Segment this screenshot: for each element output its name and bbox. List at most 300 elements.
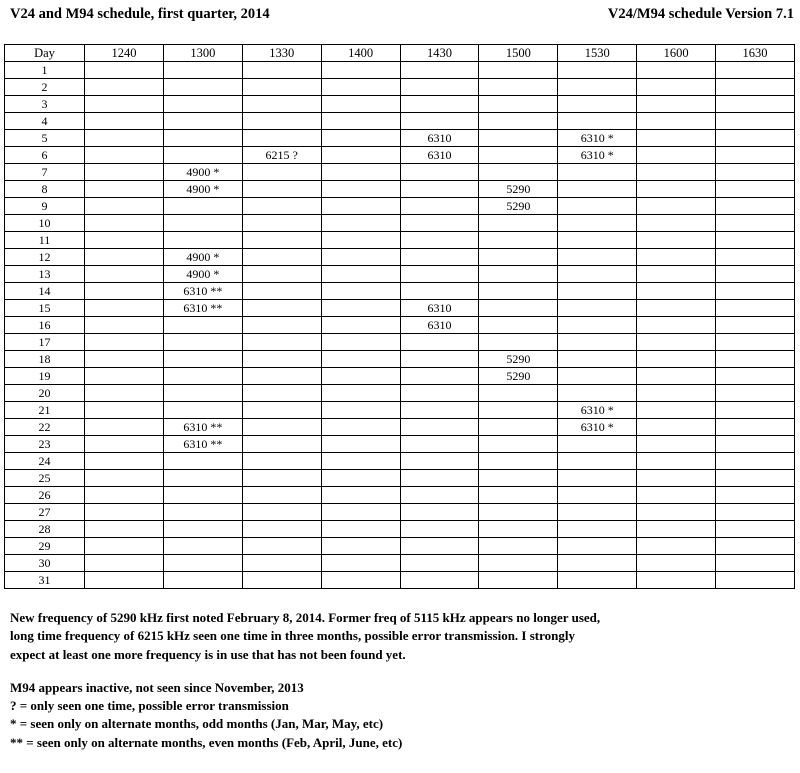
day-cell: 25 <box>5 470 85 487</box>
day-cell: 15 <box>5 300 85 317</box>
day-cell: 4 <box>5 113 85 130</box>
frequency-cell <box>637 317 716 334</box>
frequency-cell <box>85 504 164 521</box>
frequency-cell <box>242 470 321 487</box>
table-row <box>5 215 795 232</box>
frequency-cell <box>321 283 400 300</box>
frequency-cell: 5290 <box>479 181 558 198</box>
frequency-cell: 5290 <box>479 198 558 215</box>
frequency-cell <box>163 62 242 79</box>
frequency-cell <box>321 368 400 385</box>
table-row <box>5 181 795 198</box>
frequency-cell: 5290 <box>479 351 558 368</box>
frequency-cell <box>242 62 321 79</box>
frequency-cell <box>321 266 400 283</box>
frequency-cell <box>716 79 795 96</box>
document-header <box>10 6 794 28</box>
frequency-cell <box>163 572 242 589</box>
frequency-cell <box>400 572 479 589</box>
frequency-cell <box>400 266 479 283</box>
frequency-cell <box>163 453 242 470</box>
column-header-day: Day <box>5 45 85 62</box>
frequency-cell <box>85 300 164 317</box>
frequency-cell <box>558 300 637 317</box>
frequency-cell <box>85 266 164 283</box>
frequency-cell <box>716 487 795 504</box>
day-cell: 12 <box>5 249 85 266</box>
frequency-cell <box>242 232 321 249</box>
frequency-cell <box>479 436 558 453</box>
frequency-cell <box>242 385 321 402</box>
table-row <box>5 487 795 504</box>
frequency-cell <box>321 385 400 402</box>
day-cell: 24 <box>5 453 85 470</box>
frequency-cell <box>400 538 479 555</box>
frequency-cell <box>85 555 164 572</box>
frequency-cell <box>242 113 321 130</box>
frequency-cell <box>637 215 716 232</box>
document-title: V24 and M94 schedule, first quarter, 2014 <box>10 6 270 22</box>
frequency-cell <box>85 334 164 351</box>
frequency-cell <box>558 470 637 487</box>
day-cell: 30 <box>5 555 85 572</box>
table-row <box>5 113 795 130</box>
frequency-cell <box>558 572 637 589</box>
frequency-cell <box>716 572 795 589</box>
frequency-cell <box>637 572 716 589</box>
frequency-cell <box>85 164 164 181</box>
frequency-cell <box>479 470 558 487</box>
table-row <box>5 283 795 300</box>
frequency-cell <box>716 402 795 419</box>
frequency-cell <box>558 62 637 79</box>
frequency-cell <box>637 351 716 368</box>
table-row <box>5 232 795 249</box>
table-row <box>5 266 795 283</box>
frequency-cell: 6310 ** <box>163 419 242 436</box>
frequency-cell <box>242 487 321 504</box>
frequency-cell <box>163 521 242 538</box>
frequency-cell <box>637 79 716 96</box>
day-cell: 20 <box>5 385 85 402</box>
frequency-cell: 5290 <box>479 368 558 385</box>
frequency-cell <box>242 538 321 555</box>
frequency-cell <box>321 113 400 130</box>
frequency-cell <box>321 453 400 470</box>
column-header-time: 1500 <box>479 45 558 62</box>
frequency-cell <box>163 470 242 487</box>
frequency-cell <box>716 317 795 334</box>
frequency-cell <box>400 198 479 215</box>
schedule-body <box>5 62 795 589</box>
frequency-cell <box>321 62 400 79</box>
frequency-cell <box>479 402 558 419</box>
frequency-cell <box>85 130 164 147</box>
frequency-cell <box>479 555 558 572</box>
column-header-time: 1530 <box>558 45 637 62</box>
frequency-cell <box>716 62 795 79</box>
frequency-cell <box>637 385 716 402</box>
frequency-cell <box>242 164 321 181</box>
frequency-cell <box>558 249 637 266</box>
frequency-cell <box>85 351 164 368</box>
frequency-cell <box>242 79 321 96</box>
frequency-cell <box>558 198 637 215</box>
table-row <box>5 96 795 113</box>
frequency-cell <box>716 538 795 555</box>
frequency-cell <box>85 317 164 334</box>
day-cell: 28 <box>5 521 85 538</box>
frequency-cell <box>321 198 400 215</box>
table-row <box>5 572 795 589</box>
frequency-cell <box>85 96 164 113</box>
schedule-version: V24/M94 schedule Version 7.1 <box>607 6 794 22</box>
frequency-cell <box>558 96 637 113</box>
frequency-cell: 6310 ** <box>163 436 242 453</box>
frequency-cell <box>242 130 321 147</box>
frequency-cell <box>400 385 479 402</box>
frequency-cell <box>637 283 716 300</box>
day-cell: 21 <box>5 402 85 419</box>
frequency-cell <box>716 113 795 130</box>
frequency-cell <box>716 385 795 402</box>
frequency-cell <box>85 521 164 538</box>
table-row <box>5 453 795 470</box>
frequency-cell <box>400 215 479 232</box>
frequency-cell <box>716 198 795 215</box>
frequency-cell <box>558 538 637 555</box>
table-row <box>5 402 795 419</box>
frequency-cell <box>637 470 716 487</box>
frequency-cell <box>321 249 400 266</box>
table-row <box>5 521 795 538</box>
schedule-table <box>4 44 795 589</box>
day-cell: 18 <box>5 351 85 368</box>
day-cell: 16 <box>5 317 85 334</box>
frequency-cell <box>321 572 400 589</box>
frequency-cell <box>321 470 400 487</box>
frequency-cell <box>716 453 795 470</box>
frequency-cell <box>85 215 164 232</box>
day-cell: 14 <box>5 283 85 300</box>
frequency-cell <box>321 521 400 538</box>
legend-line: ? = only seen one time, possible error transmission <box>10 698 289 714</box>
day-cell: 5 <box>5 130 85 147</box>
frequency-cell <box>558 215 637 232</box>
table-row <box>5 555 795 572</box>
frequency-cell <box>479 300 558 317</box>
frequency-cell <box>163 385 242 402</box>
frequency-cell: 6310 <box>400 130 479 147</box>
frequency-cell <box>321 96 400 113</box>
frequency-cell <box>321 232 400 249</box>
frequency-cell <box>85 79 164 96</box>
frequency-cell <box>85 470 164 487</box>
frequency-cell <box>242 572 321 589</box>
frequency-cell <box>716 266 795 283</box>
frequency-cell <box>400 504 479 521</box>
frequency-cell <box>716 147 795 164</box>
frequency-cell <box>400 113 479 130</box>
table-row <box>5 436 795 453</box>
frequency-cell <box>242 521 321 538</box>
frequency-cell <box>85 402 164 419</box>
frequency-cell <box>85 419 164 436</box>
frequency-cell <box>85 572 164 589</box>
frequency-cell <box>242 249 321 266</box>
frequency-cell <box>558 368 637 385</box>
frequency-cell <box>85 538 164 555</box>
note-line: expect at least one more frequency is in use that has not been found yet. <box>10 646 406 662</box>
day-cell: 26 <box>5 487 85 504</box>
table-header-row <box>5 45 795 62</box>
frequency-cell: 6310 <box>400 317 479 334</box>
frequency-cell <box>637 419 716 436</box>
frequency-cell <box>716 283 795 300</box>
frequency-cell <box>479 504 558 521</box>
frequency-cell <box>637 130 716 147</box>
note-line: New frequency of 5290 kHz first noted February 8, 2014. Former freq of 5115 kHz appears no longer used, <box>10 610 601 625</box>
frequency-cell <box>479 487 558 504</box>
frequency-cell <box>163 113 242 130</box>
frequency-cell <box>479 419 558 436</box>
frequency-cell <box>716 181 795 198</box>
frequency-cell <box>716 419 795 436</box>
frequency-cell <box>479 266 558 283</box>
table-row <box>5 164 795 181</box>
frequency-cell <box>321 164 400 181</box>
frequency-cell <box>85 385 164 402</box>
day-cell: 6 <box>5 147 85 164</box>
table-row <box>5 317 795 334</box>
table-row <box>5 334 795 351</box>
frequency-cell <box>163 402 242 419</box>
frequency-cell <box>637 402 716 419</box>
frequency-cell <box>558 334 637 351</box>
frequency-cell <box>558 504 637 521</box>
frequency-cell <box>400 249 479 266</box>
frequency-cell <box>163 232 242 249</box>
day-cell: 31 <box>5 572 85 589</box>
frequency-cell <box>400 79 479 96</box>
frequency-cell <box>400 487 479 504</box>
frequency-cell <box>716 164 795 181</box>
frequency-cell <box>321 555 400 572</box>
frequency-cell: 6310 <box>400 147 479 164</box>
column-header-time: 1600 <box>637 45 716 62</box>
frequency-cell <box>716 130 795 147</box>
frequency-cell <box>242 96 321 113</box>
frequency-cell <box>163 215 242 232</box>
frequency-cell <box>321 181 400 198</box>
frequency-cell <box>637 198 716 215</box>
frequency-cell <box>716 300 795 317</box>
frequency-cell <box>242 198 321 215</box>
frequency-cell <box>242 334 321 351</box>
legend-line: * = seen only on alternate months, odd months (Jan, Mar, May, etc) <box>10 716 384 732</box>
table-row <box>5 470 795 487</box>
frequency-cell <box>637 249 716 266</box>
frequency-cell: 4900 * <box>163 181 242 198</box>
frequency-cell <box>716 334 795 351</box>
frequency-cell <box>716 470 795 487</box>
frequency-cell <box>637 538 716 555</box>
frequency-cell <box>242 436 321 453</box>
notes-spacer <box>10 664 794 679</box>
frequency-cell: 6310 * <box>558 147 637 164</box>
frequency-cell <box>479 334 558 351</box>
frequency-cell <box>400 555 479 572</box>
frequency-cell <box>400 334 479 351</box>
frequency-cell <box>558 555 637 572</box>
frequency-cell <box>242 181 321 198</box>
frequency-cell <box>558 232 637 249</box>
legend-line: M94 appears inactive, not seen since November, 2013 <box>10 679 304 695</box>
frequency-cell: 4900 * <box>163 249 242 266</box>
frequency-cell <box>400 351 479 368</box>
column-header-time: 1240 <box>85 45 164 62</box>
frequency-cell <box>163 538 242 555</box>
day-cell: 11 <box>5 232 85 249</box>
day-cell: 9 <box>5 198 85 215</box>
frequency-cell <box>637 453 716 470</box>
frequency-cell <box>242 215 321 232</box>
frequency-cell <box>479 113 558 130</box>
frequency-cell <box>558 453 637 470</box>
frequency-cell <box>400 453 479 470</box>
frequency-cell <box>242 351 321 368</box>
frequency-cell: 6310 ** <box>163 300 242 317</box>
frequency-cell: 6310 * <box>558 130 637 147</box>
day-cell: 10 <box>5 215 85 232</box>
frequency-cell <box>163 351 242 368</box>
frequency-cell: 4900 * <box>163 266 242 283</box>
frequency-cell <box>85 181 164 198</box>
table-row <box>5 198 795 215</box>
frequency-cell <box>479 215 558 232</box>
frequency-cell <box>637 555 716 572</box>
frequency-cell <box>479 147 558 164</box>
frequency-cell <box>85 147 164 164</box>
frequency-cell <box>637 181 716 198</box>
frequency-cell <box>558 181 637 198</box>
frequency-cell <box>85 436 164 453</box>
frequency-cell <box>637 504 716 521</box>
frequency-cell <box>321 300 400 317</box>
day-cell: 3 <box>5 96 85 113</box>
frequency-cell <box>163 147 242 164</box>
frequency-cell <box>479 521 558 538</box>
frequency-cell <box>716 368 795 385</box>
frequency-cell <box>637 266 716 283</box>
note-line: long time frequency of 6215 kHz seen one time in three months, possible error transmission. I strongly <box>10 628 576 644</box>
frequency-cell <box>400 181 479 198</box>
frequency-cell <box>242 453 321 470</box>
frequency-cell <box>716 232 795 249</box>
frequency-cell <box>637 334 716 351</box>
table-row <box>5 538 795 555</box>
frequency-cell <box>558 436 637 453</box>
frequency-cell <box>716 249 795 266</box>
frequency-cell <box>558 385 637 402</box>
frequency-cell <box>400 283 479 300</box>
frequency-cell <box>637 232 716 249</box>
frequency-cell: 6310 ** <box>163 283 242 300</box>
frequency-cell <box>558 164 637 181</box>
frequency-cell <box>321 215 400 232</box>
column-header-time: 1330 <box>242 45 321 62</box>
frequency-cell <box>163 334 242 351</box>
frequency-cell <box>637 368 716 385</box>
frequency-cell <box>321 147 400 164</box>
frequency-cell <box>716 96 795 113</box>
column-header-time: 1400 <box>321 45 400 62</box>
frequency-cell <box>321 334 400 351</box>
frequency-cell <box>163 198 242 215</box>
legend-line: ** = seen only on alternate months, even months (Feb, April, June, etc) <box>10 734 403 750</box>
frequency-cell <box>163 96 242 113</box>
frequency-cell <box>637 487 716 504</box>
frequency-cell <box>321 487 400 504</box>
frequency-cell <box>85 453 164 470</box>
frequency-cell <box>479 130 558 147</box>
frequency-cell <box>321 130 400 147</box>
frequency-cell <box>321 79 400 96</box>
frequency-cell <box>637 62 716 79</box>
day-cell: 27 <box>5 504 85 521</box>
frequency-cell <box>321 436 400 453</box>
day-cell: 23 <box>5 436 85 453</box>
table-row <box>5 504 795 521</box>
day-cell: 7 <box>5 164 85 181</box>
frequency-cell <box>321 351 400 368</box>
frequency-cell <box>558 266 637 283</box>
day-cell: 17 <box>5 334 85 351</box>
frequency-cell <box>242 266 321 283</box>
frequency-cell <box>479 317 558 334</box>
frequency-cell <box>479 249 558 266</box>
frequency-cell <box>163 79 242 96</box>
frequency-cell <box>479 232 558 249</box>
table-row <box>5 385 795 402</box>
frequency-cell: 6310 <box>400 300 479 317</box>
frequency-cell <box>479 283 558 300</box>
frequency-cell <box>85 487 164 504</box>
frequency-cell <box>321 419 400 436</box>
frequency-cell <box>716 436 795 453</box>
frequency-cell <box>558 79 637 96</box>
column-header-time: 1430 <box>400 45 479 62</box>
frequency-cell <box>321 538 400 555</box>
frequency-cell <box>637 300 716 317</box>
frequency-cell <box>85 62 164 79</box>
frequency-cell <box>479 79 558 96</box>
frequency-cell <box>242 402 321 419</box>
frequency-cell <box>242 555 321 572</box>
frequency-cell <box>716 351 795 368</box>
day-cell: 19 <box>5 368 85 385</box>
frequency-cell <box>163 555 242 572</box>
frequency-cell <box>400 62 479 79</box>
frequency-cell <box>558 113 637 130</box>
frequency-cell <box>558 521 637 538</box>
frequency-cell <box>242 300 321 317</box>
frequency-cell <box>163 487 242 504</box>
frequency-cell <box>163 130 242 147</box>
frequency-cell <box>558 283 637 300</box>
frequency-cell <box>716 555 795 572</box>
day-cell: 13 <box>5 266 85 283</box>
